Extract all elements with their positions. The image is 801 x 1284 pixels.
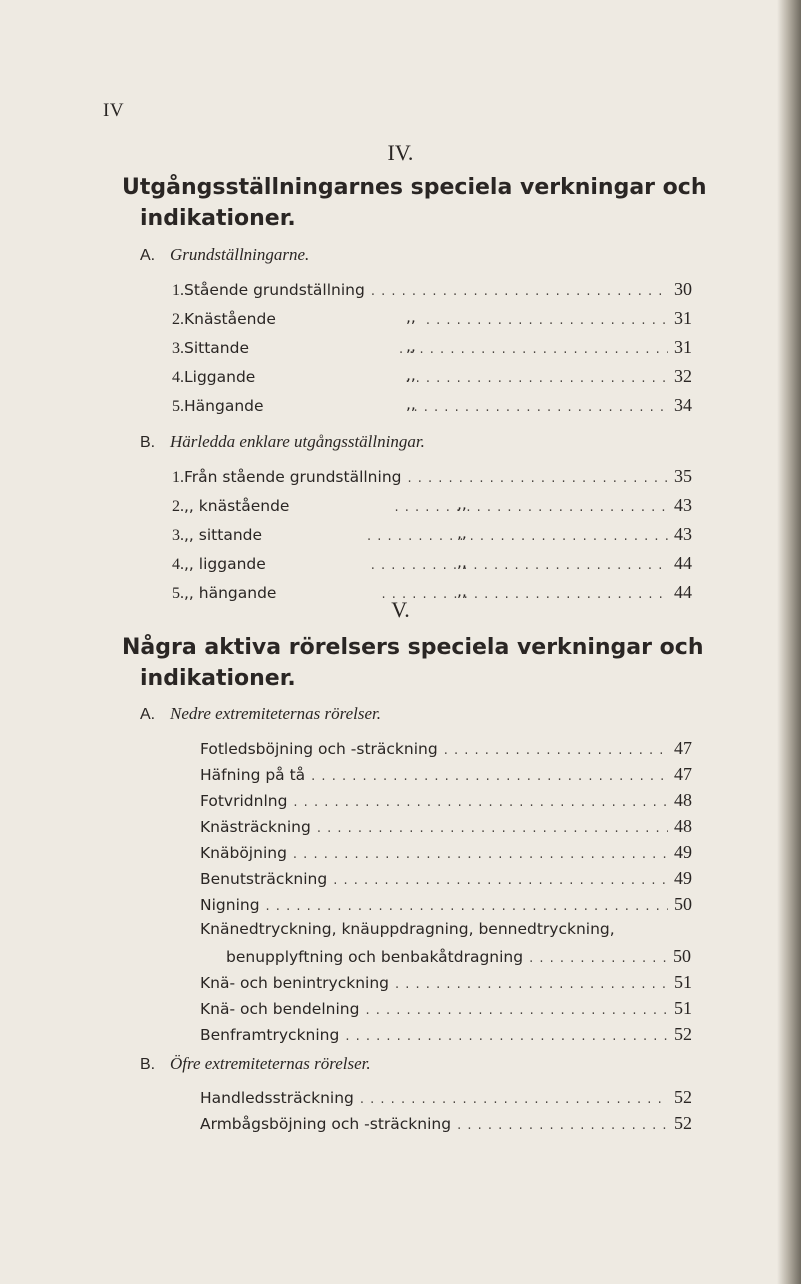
group-label: Nedre extremiteternas rörelser. [170, 704, 382, 723]
entry-number: 3. [172, 527, 184, 544]
entry-page: 31 [674, 308, 692, 328]
ditto-mark: ,, [406, 366, 416, 384]
entry-text: Knä- och bendelning [200, 1000, 360, 1018]
dot-leader [405, 371, 668, 386]
entry-text: benupplyftning och benbakåtdragning [226, 948, 524, 966]
toc-entry [200, 1087, 692, 1108]
entry-number: 1. [172, 282, 184, 299]
entry-page: 30 [674, 279, 692, 299]
section-4-title [122, 172, 707, 234]
group-label: Grundställningarne. [170, 245, 310, 264]
entry-number: 4. [172, 556, 184, 573]
group-letter: A. [140, 706, 156, 723]
entry-text: Sittande [184, 339, 249, 357]
entry-page: 51 [674, 972, 692, 992]
entry-number: 3. [172, 340, 184, 357]
section-4-title-line1: Utgångsställningarnes speciela verkningar och [122, 175, 707, 200]
entry-page: 31 [674, 337, 692, 357]
toc-entry [200, 972, 692, 993]
entry-number: 1. [172, 469, 184, 486]
toc-entry [172, 308, 692, 329]
group-label: Öfre extremiteternas rörelser. [170, 1054, 371, 1073]
dot-leader [395, 977, 668, 992]
toc-entry [200, 738, 692, 759]
toc-entry-multiline-line2 [226, 946, 691, 967]
group-label: Härledda enklare utgångsställningar. [170, 432, 425, 451]
toc-entry [200, 894, 692, 915]
entry-page: 43 [674, 495, 692, 515]
section-4-group-b-heading [140, 432, 425, 452]
dot-leader [365, 1003, 668, 1018]
entry-text: Hängande [184, 397, 264, 415]
toc-entry [200, 764, 692, 785]
section-4-title-line2: indikationer. [140, 206, 296, 231]
entry-text: Nigning [200, 896, 260, 914]
dot-leader [457, 1118, 668, 1133]
section-5-group-a-heading [140, 704, 381, 724]
section-5-number: V. [391, 597, 410, 622]
ditto-mark: ,, [457, 553, 467, 571]
entry-page: 51 [674, 998, 692, 1018]
entry-text: ,, liggande [184, 555, 266, 573]
ditto-mark: ,, [457, 495, 467, 513]
dot-leader [414, 400, 668, 415]
section-5-title-line2: indikationer. [140, 666, 296, 691]
entry-text: Benframtryckning [200, 1026, 340, 1044]
running-head: IV [103, 100, 125, 121]
entry-page: 35 [674, 466, 692, 486]
toc-entry [200, 790, 692, 811]
dot-leader [407, 471, 668, 486]
dot-leader [317, 821, 668, 836]
entry-text: Knästående [184, 310, 276, 328]
dot-leader [426, 313, 668, 328]
toc-entry-multiline-line1: Knänedtryckning, knäuppdragning, bennedtryckning, [200, 920, 615, 938]
toc-entry [172, 553, 692, 574]
toc-entry [172, 366, 692, 387]
entry-page: 32 [674, 366, 692, 386]
dot-leader [360, 1092, 668, 1107]
entry-text: Knä- och benintryckning [200, 974, 390, 992]
section-4-group-a-heading [140, 245, 309, 265]
group-letter: B. [140, 1056, 156, 1073]
entry-page: 48 [674, 790, 692, 810]
entry-text: Fotvridnlng [200, 792, 288, 810]
toc-entry [200, 868, 692, 889]
entry-text: Stående grundställning [184, 281, 365, 299]
toc-entry [200, 1024, 692, 1045]
entry-page: 52 [674, 1087, 692, 1107]
dot-leader [333, 873, 668, 888]
entry-text: Fotledsböjning och -sträckning [200, 740, 438, 758]
ditto-mark: ,, [406, 395, 416, 413]
entry-text: Benutsträckning [200, 870, 328, 888]
ditto-mark: ,, [457, 524, 467, 542]
dot-leader [266, 899, 668, 914]
entry-text: Liggande [184, 368, 256, 386]
section-5-title [122, 632, 703, 694]
entry-text: ,, hängande [184, 584, 277, 602]
entry-page: 52 [674, 1113, 692, 1133]
entry-number: 5. [172, 585, 184, 602]
dot-leader [444, 743, 668, 758]
dot-leader [345, 1029, 668, 1044]
entry-page: 34 [674, 395, 692, 415]
dot-leader [371, 284, 668, 299]
dot-leader [529, 951, 667, 966]
toc-entry [172, 337, 692, 358]
entry-page: 52 [674, 1024, 692, 1044]
dot-leader [371, 558, 668, 573]
group-letter: A. [140, 247, 156, 264]
entry-text: Knäböjning [200, 844, 287, 862]
toc-entry [172, 524, 692, 545]
dot-leader [311, 769, 668, 784]
dot-leader [293, 847, 668, 862]
entry-text: ,, sittande [184, 526, 263, 544]
entry-text: Häfning på tå [200, 766, 306, 784]
toc-entry [200, 816, 692, 837]
entry-text: Knästräckning [200, 818, 311, 836]
ditto-mark: ,, [406, 308, 416, 326]
section-5-group-b-heading [140, 1054, 371, 1074]
toc-entry [200, 1113, 692, 1134]
toc-entry [172, 395, 692, 416]
entry-number: 5. [172, 398, 184, 415]
entry-page: 48 [674, 816, 692, 836]
toc-entry [172, 495, 692, 516]
toc-entry [172, 279, 692, 300]
dot-leader [399, 342, 668, 357]
dot-leader [394, 500, 668, 515]
toc-entry [200, 842, 692, 863]
entry-page: 49 [674, 868, 692, 888]
page-edge-shadow [777, 0, 801, 1284]
ditto-mark: ,, [457, 582, 467, 600]
toc-entry [200, 998, 692, 1019]
entry-text: Armbågsböjning och -sträckning [200, 1115, 452, 1133]
dot-leader [293, 795, 668, 810]
dot-leader [367, 529, 668, 544]
entry-page: 50 [673, 946, 691, 966]
entry-page: 44 [674, 582, 692, 602]
ditto-mark: ,, [406, 337, 416, 355]
entry-page: 49 [674, 842, 692, 862]
entry-number: 4. [172, 369, 184, 386]
entry-number: 2. [172, 498, 184, 515]
group-letter: B. [140, 434, 156, 451]
section-5-title-line1: Några aktiva rörelsers speciela verkningar och [122, 635, 704, 660]
entry-page: 47 [674, 764, 692, 784]
entry-page: 47 [674, 738, 692, 758]
entry-page: 44 [674, 553, 692, 573]
entry-text: ,, knästående [184, 497, 290, 515]
toc-entry [172, 466, 692, 487]
section-4-number: IV. [387, 140, 414, 165]
entry-number: 2. [172, 311, 184, 328]
entry-page: 43 [674, 524, 692, 544]
entry-page: 50 [674, 894, 692, 914]
entry-text: Handledssträckning [200, 1089, 354, 1107]
entry-text: Från stående grundställning [184, 468, 402, 486]
